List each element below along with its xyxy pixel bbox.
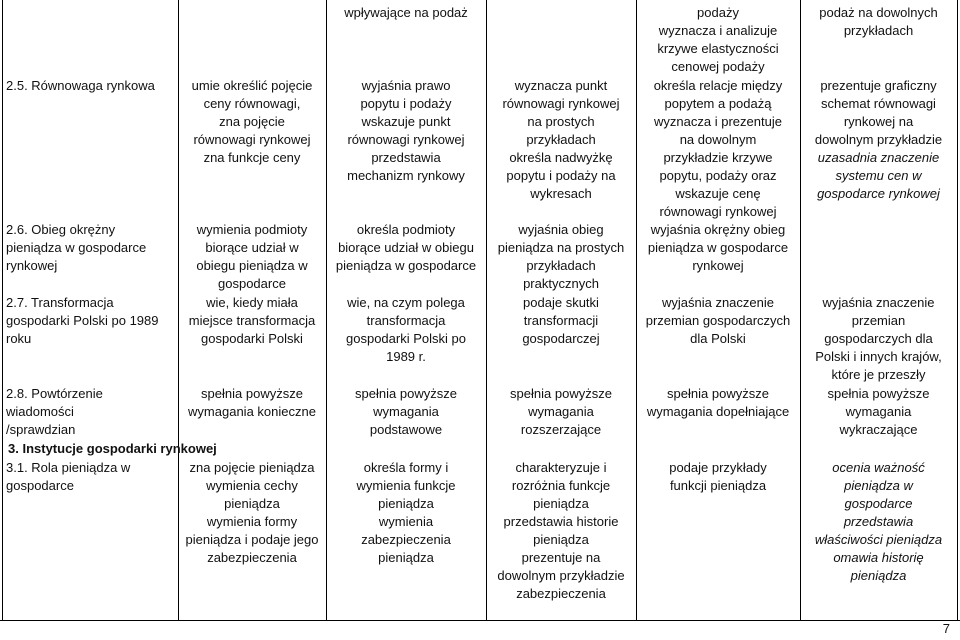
cell-text: przykładzie krzywe	[663, 150, 773, 165]
top-cell-col5	[636, 4, 800, 76]
cell-text: wyjaśnia okrężny obieg	[650, 222, 786, 237]
top-cell-col3	[326, 4, 486, 22]
cell-text: spełnia powyższe	[355, 386, 457, 401]
cell-text: mechanizm rynkowy	[347, 168, 465, 183]
cell-text: gospodarki Polski po 1989	[6, 313, 159, 328]
cell-text: ceny równowagi,	[203, 96, 301, 111]
cell-text: pieniądza	[378, 496, 434, 511]
cell-text: spełnia powyższe	[201, 386, 303, 401]
cell-text: wymagania dopełniające	[646, 404, 790, 419]
cell-text: wiadomości	[6, 404, 74, 419]
cell-text: wie, kiedy miała	[206, 295, 298, 310]
cell-text: dowolnym przykładzie	[497, 568, 625, 583]
req-dopelniajace	[636, 385, 800, 421]
cell-text: cenowej podaży	[671, 59, 765, 74]
cell-text: umie określić pojęcie	[191, 78, 313, 93]
cell-text: pieniądza w	[844, 478, 913, 493]
cell-text: wymienia funkcje	[356, 478, 456, 493]
cell-text: zabezpieczenia	[516, 586, 606, 601]
cell-text: przykładach	[843, 23, 914, 38]
cell-text: równowagi rynkowej	[502, 96, 620, 111]
cell-text: praktycznych	[523, 276, 599, 291]
cell-text: pieniądza na prostych	[497, 240, 625, 255]
cell-text: równowagi rynkowej	[347, 132, 465, 147]
req-wykraczajace	[800, 294, 957, 384]
cell-text: wpływające na podaż	[344, 5, 468, 20]
cell-text: spełnia powyższe	[510, 386, 612, 401]
req-konieczne	[178, 459, 326, 567]
req-podstawowe	[326, 294, 486, 366]
cell-text: równowagi rynkowej	[659, 204, 777, 219]
cell-text: omawia historię	[833, 550, 924, 565]
req-dopelniajace	[636, 77, 800, 221]
cell-text: przemian	[851, 313, 906, 328]
cell-text: schemat równowagi	[821, 96, 936, 111]
cell-text: ocenia ważność	[832, 460, 925, 475]
req-konieczne	[178, 77, 326, 167]
cell-text: pieniądza	[533, 496, 589, 511]
cell-text: przemian gospodarczych	[645, 313, 791, 328]
cell-text: wymienia	[378, 514, 434, 529]
cell-text: pieniądza	[378, 550, 434, 565]
cell-text: przykładach	[526, 258, 596, 273]
cell-text: wykraczające	[839, 422, 918, 437]
cell-text: 3.1. Rola pieniądza w	[6, 460, 131, 475]
req-dopelniajace	[636, 221, 800, 275]
cell-text: na dowolnym	[679, 132, 757, 147]
req-podstawowe	[326, 459, 486, 567]
cell-text: rynkowej na	[843, 114, 914, 129]
req-konieczne	[178, 385, 326, 421]
cell-text: popytem a podażą	[664, 96, 772, 111]
cell-text: wyjaśnia prawo	[361, 78, 451, 93]
req-rozszerzajace	[486, 294, 636, 348]
cell-text: prezentuje graficzny	[820, 78, 937, 93]
cell-text: rynkowej	[692, 258, 744, 273]
cell-text: pieniądza w gospodarce	[335, 258, 477, 273]
cell-text: 2.8. Powtórzenie	[6, 386, 103, 401]
cell-text: wymagania konieczne	[188, 404, 316, 419]
cell-text: wymienia formy	[206, 514, 298, 529]
cell-text: określa nadwyżkę	[509, 150, 613, 165]
cell-text: popytu i podaży na	[506, 168, 616, 183]
cell-text: równowagi rynkowej	[193, 132, 311, 147]
cell-text: właściwości pieniądza	[814, 532, 943, 547]
cell-text: systemu cen w	[835, 168, 922, 183]
cell-text: gospodarczych dla	[824, 331, 933, 346]
cell-text: Polski i innych krajów,	[815, 349, 942, 364]
cell-text: charakteryzuje i	[515, 460, 607, 475]
req-rozszerzajace	[486, 221, 636, 293]
req-podstawowe	[326, 385, 486, 439]
cell-text: przedstawia historie	[503, 514, 619, 529]
cell-text: pieniądza i podaje jego	[185, 532, 319, 547]
cell-text: podaży	[697, 5, 739, 20]
cell-text: gospodarczej	[522, 331, 600, 346]
cell-text: rozróżnia funkcje	[511, 478, 611, 493]
page-number: 7	[942, 621, 950, 636]
cell-text: gospodarce	[6, 478, 74, 493]
cell-text: przedstawia	[371, 150, 441, 165]
cell-text: 2.7. Transformacja	[6, 295, 114, 310]
cell-text: dla Polski	[690, 331, 746, 346]
cell-text: pieniądza	[533, 532, 589, 547]
cell-text: przedstawia	[843, 514, 914, 529]
cell-text: popytu, podaży oraz	[659, 168, 777, 183]
req-rozszerzajace	[486, 385, 636, 439]
req-konieczne	[178, 294, 326, 348]
cell-text: spełnia powyższe	[827, 386, 930, 401]
section-title: 3. Instytucje gospodarki rynkowej	[8, 441, 217, 456]
cell-text: podstawowe	[369, 422, 443, 437]
cell-text: spełnia powyższe	[667, 386, 769, 401]
cell-text: prezentuje na	[521, 550, 601, 565]
cell-text: rozszerzające	[520, 422, 602, 437]
cell-text: podaje przykłady	[669, 460, 767, 475]
cell-text: rynkowej	[6, 258, 58, 273]
cell-text: wymienia cechy	[206, 478, 298, 493]
topic-2-6	[2, 221, 178, 275]
cell-text: na prostych	[527, 114, 595, 129]
table-bottom-border	[0, 620, 960, 621]
top-cell-col6	[800, 4, 957, 40]
req-wykraczajace	[800, 459, 957, 585]
cell-text: 2.6. Obieg okrężny	[6, 222, 116, 237]
cell-text: gospodarki Polski po	[346, 331, 466, 346]
cell-text: wyjaśnia znaczenie	[822, 295, 935, 310]
cell-text: zna pojęcie	[219, 114, 285, 129]
cell-text: roku	[6, 331, 32, 346]
cell-text: biorące udział w obiegu	[338, 240, 474, 255]
cell-text: gospodarce rynkowej	[817, 186, 940, 201]
cell-text: pieniądza w gospodarce	[647, 240, 789, 255]
cell-text: wyjaśnia obieg	[518, 222, 604, 237]
cell-text: wykresach	[530, 186, 592, 201]
cell-text: 2.5. Równowaga rynkowa	[6, 78, 155, 93]
cell-text: transformacji	[523, 313, 599, 328]
cell-text: krzywe elastyczności	[657, 41, 779, 56]
req-dopelniajace	[636, 294, 800, 348]
cell-text: gospodarki Polski	[201, 331, 303, 346]
req-wykraczajace	[800, 77, 957, 203]
cell-text: wyznacza i analizuje	[658, 23, 778, 38]
cell-text: wskazuje cenę	[675, 186, 761, 201]
cell-text: zna pojęcie pieniądza	[189, 460, 315, 475]
cell-text: transformacja	[366, 313, 446, 328]
cell-text: gospodarce	[218, 276, 286, 291]
cell-text: 1989 r.	[386, 349, 426, 364]
cell-text: określa relacje między	[653, 78, 783, 93]
cell-text: funkcji pieniądza	[669, 478, 767, 493]
cell-text: gospodarce	[844, 496, 913, 511]
cell-text: dowolnym przykładzie	[814, 132, 943, 147]
cell-text: pieniądza	[850, 568, 907, 583]
cell-text: wyjaśnia znaczenie	[661, 295, 774, 310]
table-border-right	[957, 0, 958, 620]
cell-text: obiegu pieniądza w	[196, 258, 308, 273]
cell-text: zabezpieczenia	[361, 532, 451, 547]
cell-text: miejsce transformacja	[188, 313, 316, 328]
cell-text: pieniądza w gospodarce	[6, 240, 147, 255]
topic-2-7	[2, 294, 178, 348]
cell-text: wie, na czym polega	[347, 295, 465, 310]
topic-2-8	[2, 385, 178, 439]
topic-3-1	[2, 459, 178, 495]
cell-text: wymagania	[373, 404, 439, 419]
req-rozszerzajace	[486, 77, 636, 203]
cell-text: podaż na dowolnych	[819, 5, 938, 20]
cell-text: biorące udział w	[205, 240, 299, 255]
cell-text: wymienia podmioty	[196, 222, 308, 237]
cell-text: wyznacza punkt	[514, 78, 608, 93]
cell-text: pieniądza	[224, 496, 280, 511]
cell-text: które je przeszły	[831, 367, 926, 382]
req-rozszerzajace	[486, 459, 636, 603]
cell-text: uzasadnia znaczenie	[817, 150, 940, 165]
cell-text: zabezpieczenia	[207, 550, 297, 565]
cell-text: wymagania	[845, 404, 912, 419]
cell-text: popytu i podaży	[360, 96, 452, 111]
req-podstawowe	[326, 77, 486, 185]
req-konieczne	[178, 221, 326, 293]
cell-text: /sprawdzian	[6, 422, 76, 437]
cell-text: określa formy i	[363, 460, 449, 475]
req-podstawowe	[326, 221, 486, 275]
cell-text: wymagania	[528, 404, 594, 419]
cell-text: wyznacza i prezentuje	[654, 114, 782, 129]
topic-2-5	[2, 77, 178, 95]
cell-text: przykładach	[526, 132, 596, 147]
cell-text: wskazuje punkt	[361, 114, 451, 129]
cell-text: określa podmioty	[356, 222, 456, 237]
req-dopelniajace	[636, 459, 800, 495]
cell-text: podaje skutki	[523, 295, 599, 310]
cell-text: zna funkcje ceny	[203, 150, 301, 165]
req-wykraczajace	[800, 385, 957, 439]
